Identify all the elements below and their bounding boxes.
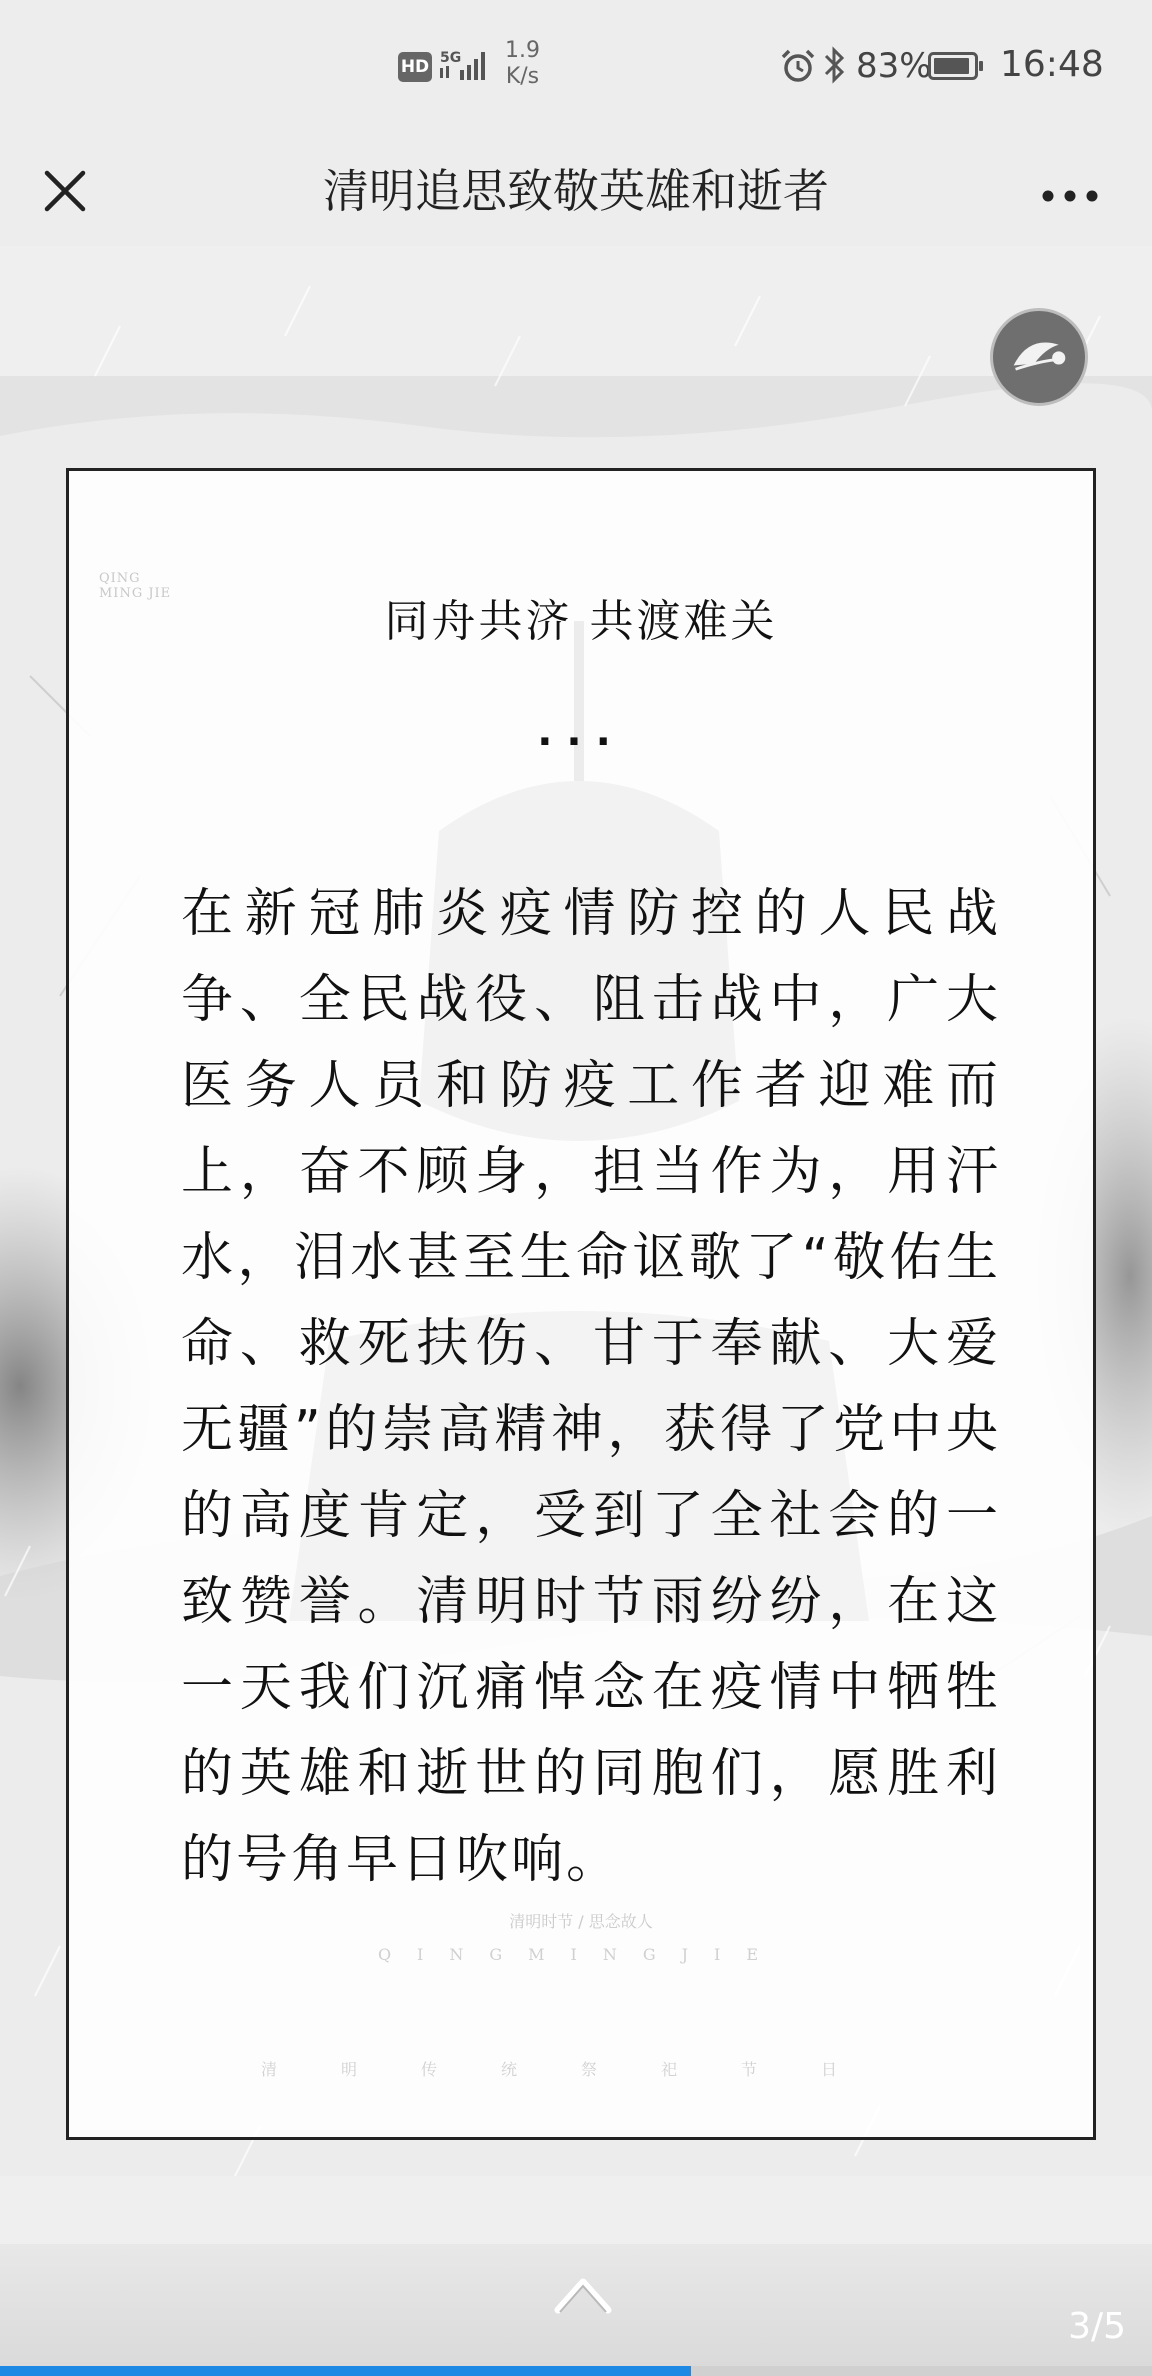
page-indicator: 3/5 bbox=[1068, 2306, 1126, 2347]
card-heading: 同舟共济 共渡难关 bbox=[384, 596, 778, 647]
card-side-decoration: QING MING JIE bbox=[99, 571, 172, 601]
message-card bbox=[66, 468, 1096, 2140]
network-speed bbox=[505, 38, 540, 90]
status-bar bbox=[0, 0, 1152, 136]
close-icon[interactable] bbox=[30, 156, 100, 226]
pager-bar bbox=[0, 2244, 1152, 2376]
title-bar bbox=[0, 136, 1152, 246]
speed-unit: K/s bbox=[505, 64, 540, 89]
battery-icon bbox=[928, 52, 984, 80]
signal-icon bbox=[440, 46, 490, 86]
card-divider-dots: ··· bbox=[537, 719, 625, 765]
battery-percent: 83% bbox=[856, 46, 932, 86]
alarm-icon bbox=[780, 48, 816, 84]
progress-track bbox=[0, 2366, 1152, 2376]
progress-fill bbox=[0, 2366, 691, 2376]
speed-value: 1.9 bbox=[505, 38, 540, 63]
music-toggle-button[interactable] bbox=[990, 308, 1088, 406]
watermark-subtitle: 清明时节 / 思念故人 bbox=[509, 1912, 653, 1931]
watermark-bottom-text: 清明传统祭祀节日 bbox=[260, 2060, 901, 2079]
svg-text:5G: 5G bbox=[440, 50, 462, 66]
page-title: 清明追思致敬英雄和逝者 bbox=[323, 164, 829, 218]
bluetooth-icon bbox=[822, 44, 848, 86]
card-body-text: 在新冠肺炎疫情防控的人民战争、全民战役、阻击战中，广大医务人员和防疫工作者迎难而上，奋不顾身，担当作为，用汗水，泪水甚至生命讴歌了“敬佑生命、救死扶伤、甘于奉献、大爱无疆”的崇高精神，获得了党中央的高度肯定，受到了全社会的一致赞誉。清明时节雨纷纷，在这一天我们沉痛悼念在疫情中牺牲的英雄和逝世的同胞们，愿胜利的号角早日吹响。 bbox=[181, 884, 1001, 1890]
article-page bbox=[0, 246, 1152, 2244]
more-icon[interactable] bbox=[1030, 156, 1110, 226]
hd-badge: HD bbox=[398, 52, 432, 82]
clock: 16:48 bbox=[1000, 44, 1104, 85]
swipe-up-icon[interactable] bbox=[548, 2262, 618, 2322]
watermark-pinyin: QINGMINGJIE bbox=[377, 1945, 785, 1964]
music-note-icon bbox=[993, 311, 1085, 403]
